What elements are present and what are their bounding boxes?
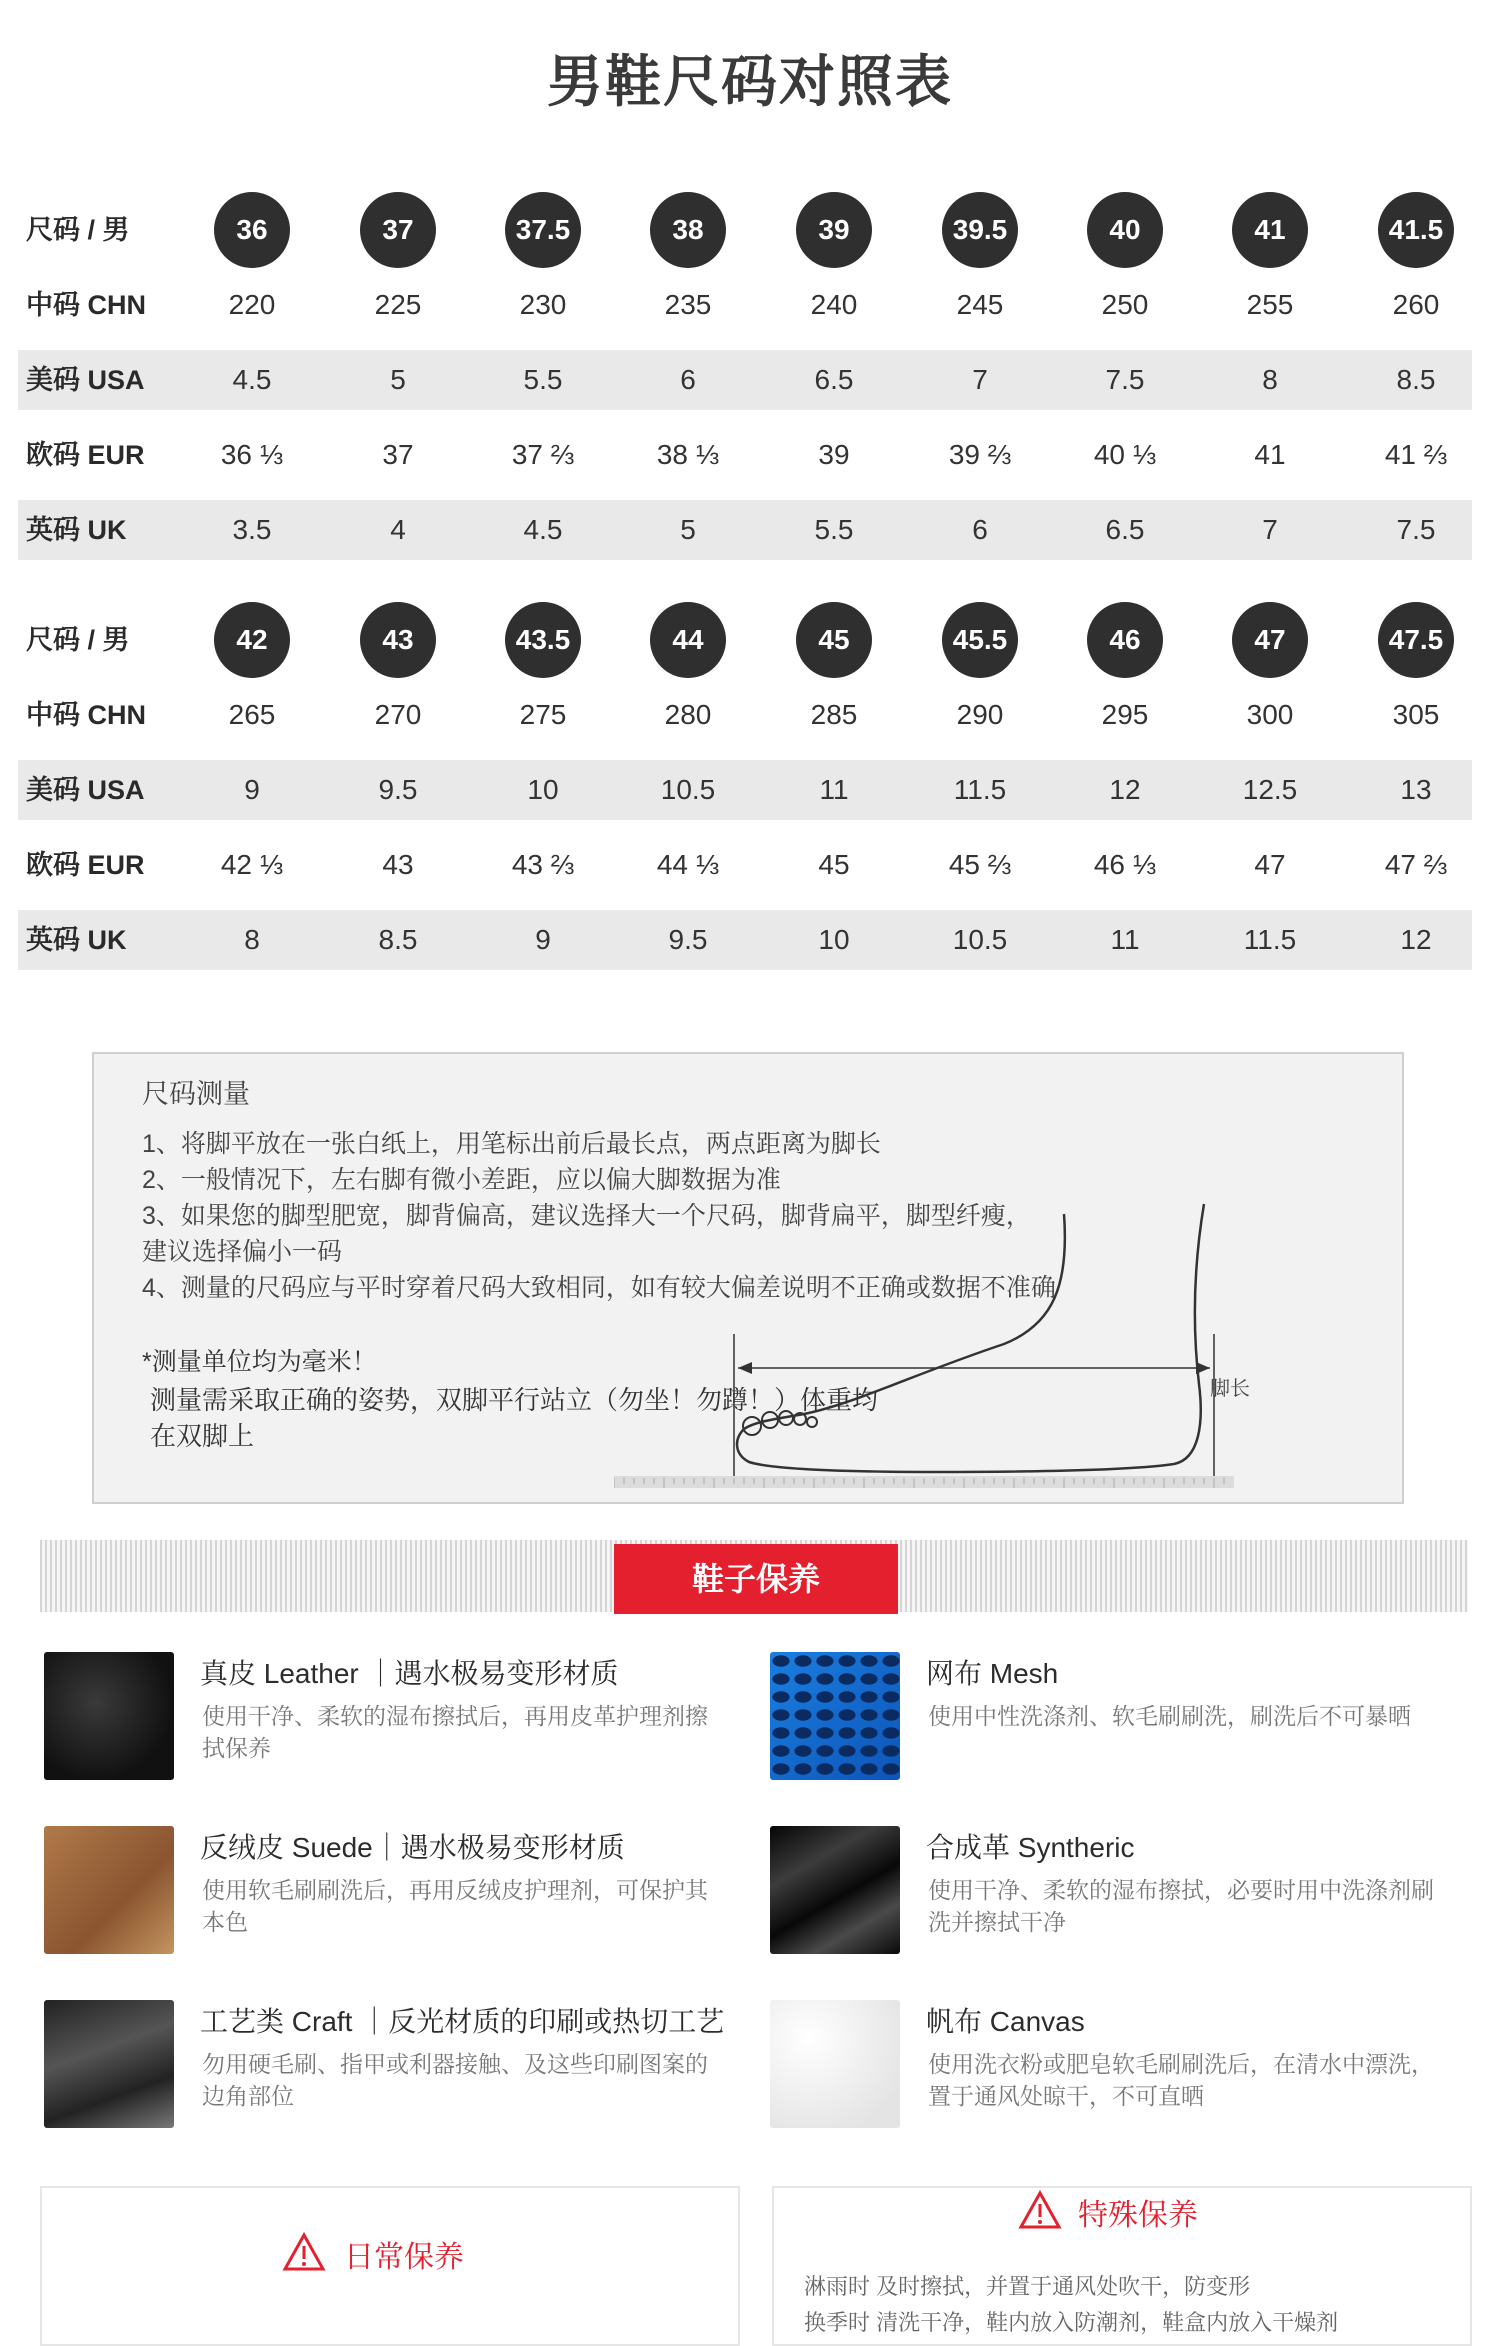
care-item-title: 网布 Mesh (926, 1658, 1059, 1689)
size-cell: 39 (818, 439, 850, 470)
size-row-label: 中码 CHN (26, 290, 146, 320)
measurement-step: 2、一般情况下，左右脚有微小差距，应以偏大脚数据为准 (142, 1166, 781, 1194)
size-cell: 4 (390, 514, 406, 545)
warning-icon (282, 2232, 326, 2272)
size-cell: 5.5 (523, 364, 563, 395)
craft-swatch-image (44, 2000, 174, 2128)
size-cell: 5 (390, 364, 406, 395)
synthetic-swatch-image (770, 1826, 900, 1954)
size-row (18, 835, 1472, 895)
size-row-label: 美码 USA (26, 365, 145, 395)
foot-length-label: 脚长 (1210, 1378, 1250, 1400)
care-item (770, 2000, 1470, 2140)
care-item-title: 反绒皮 Suede｜遇水极易变形材质 (200, 1832, 625, 1863)
size-cell: 270 (374, 699, 422, 730)
size-cell: 8.5 (378, 924, 418, 955)
care-item-title: 工艺类 Craft ｜反光材质的印刷或热切工艺 (200, 2006, 725, 2037)
size-cell: 41 ⅔ (1384, 439, 1448, 470)
size-cell: 44 ⅓ (656, 849, 720, 880)
size-cell: 9 (244, 774, 260, 805)
care-item (770, 1826, 1470, 1966)
size-cell: 41 (1254, 439, 1286, 470)
care-item-title: 帆布 Canvas (926, 2006, 1085, 2037)
size-cell: 5.5 (814, 514, 854, 545)
size-badge: 46 (1087, 602, 1163, 678)
size-cell: 37 (382, 439, 414, 470)
special-care-rain: 淋雨时 及时擦拭，并置于通风处吹干，防变形 (804, 2274, 1251, 2299)
size-badge: 40 (1087, 192, 1163, 268)
care-banner: 鞋子保养 (614, 1544, 898, 1614)
size-cell: 295 (1101, 699, 1149, 730)
care-item-desc: 使用干净、柔软的湿布擦拭后，再用皮革护理剂擦拭保养 (202, 1703, 708, 1761)
care-item (44, 1652, 744, 1792)
size-cell: 9.5 (378, 774, 418, 805)
size-cell: 37 ⅔ (511, 439, 575, 470)
size-cell: 45 (818, 849, 850, 880)
size-cell: 8 (1262, 364, 1278, 395)
measurement-posture-note-2: 在双脚上 (150, 1421, 255, 1451)
size-badge: 41 (1232, 192, 1308, 268)
size-badge: 43.5 (505, 602, 581, 678)
size-row-label: 中码 CHN (26, 700, 146, 730)
size-row (18, 760, 1472, 820)
size-cell: 6 (972, 514, 988, 545)
size-cell: 13 (1400, 774, 1432, 805)
size-row (18, 200, 1472, 260)
size-cell: 225 (374, 289, 422, 320)
measurement-step: 3、如果您的脚型肥宽，脚背偏高，建议选择大一个尺码，脚背扁平，脚型纤瘦， (142, 1202, 1031, 1230)
care-item-desc: 使用洗衣粉或肥皂软毛刷刷洗后，在清水中漂洗，置于通风处晾干，不可直晒 (928, 2051, 1434, 2109)
size-badge: 44 (650, 602, 726, 678)
size-cell: 8 (244, 924, 260, 955)
size-cell: 7.5 (1396, 514, 1436, 545)
size-cell: 5 (680, 514, 696, 545)
size-cell: 12 (1109, 774, 1141, 805)
size-cell: 10 (527, 774, 559, 805)
size-badge: 38 (650, 192, 726, 268)
care-item (44, 2000, 744, 2140)
size-cell: 45 ⅔ (948, 849, 1012, 880)
measurement-posture-note: 测量需采取正确的姿势，双脚平行站立（勿坐！勿蹲！）体重均 (150, 1385, 879, 1415)
size-badge: 39.5 (942, 192, 1018, 268)
size-cell: 300 (1246, 699, 1294, 730)
size-cell: 43 ⅔ (511, 849, 575, 880)
size-cell: 39 ⅔ (948, 439, 1012, 470)
size-cell: 3.5 (232, 514, 272, 545)
size-cell: 40 ⅓ (1093, 439, 1157, 470)
size-cell: 6.5 (1105, 514, 1145, 545)
size-badge: 47 (1232, 602, 1308, 678)
size-cell: 6 (680, 364, 696, 395)
size-row (18, 610, 1472, 670)
size-row (18, 425, 1472, 485)
size-row-label: 尺码 / 男 (26, 215, 130, 245)
size-cell: 250 (1101, 289, 1149, 320)
care-item-title: 真皮 Leather ｜遇水极易变形材质 (200, 1658, 619, 1689)
size-cell: 285 (810, 699, 858, 730)
size-row-label: 英码 UK (26, 515, 127, 545)
care-item (770, 1652, 1470, 1792)
size-cell: 11 (1110, 924, 1140, 955)
size-badge: 36 (214, 192, 290, 268)
measurement-box (92, 1052, 1404, 1504)
size-cell: 11.5 (953, 774, 1007, 805)
size-row (18, 350, 1472, 410)
size-cell: 7 (1262, 514, 1278, 545)
warning-icon (1018, 2190, 1062, 2230)
size-row (18, 275, 1472, 335)
size-cell: 12 (1400, 924, 1432, 955)
size-badge: 45.5 (942, 602, 1018, 678)
page-title: 男鞋尺码对照表 (547, 50, 953, 113)
size-row-label: 美码 USA (26, 775, 145, 805)
size-row-label: 欧码 EUR (26, 850, 145, 880)
size-cell: 47 (1254, 849, 1286, 880)
size-row-label: 欧码 EUR (26, 440, 145, 470)
size-badge: 42 (214, 602, 290, 678)
size-cell: 10.5 (952, 924, 1008, 955)
size-cell: 260 (1392, 289, 1440, 320)
size-badge: 47.5 (1378, 602, 1454, 678)
size-cell: 255 (1246, 289, 1294, 320)
size-cell: 235 (664, 289, 712, 320)
size-cell: 280 (664, 699, 712, 730)
daily-care-card (40, 2186, 740, 2346)
care-item-title: 合成革 Syntheric (926, 1832, 1135, 1863)
foot-diagram (614, 1194, 1394, 1494)
special-care-card (772, 2186, 1472, 2346)
size-cell: 42 ⅓ (220, 849, 284, 880)
size-badge: 39 (796, 192, 872, 268)
measurement-step: 1、将脚平放在一张白纸上，用笔标出前后最长点，两点距离为脚长 (142, 1130, 881, 1158)
care-item-desc: 使用软毛刷刷洗后，再用反绒皮护理剂，可保护其本色 (202, 1877, 708, 1935)
size-cell: 7 (972, 364, 988, 395)
size-cell: 290 (956, 699, 1004, 730)
size-badge: 41.5 (1378, 192, 1454, 268)
special-care-season: 换季时 清洗干净，鞋内放入防潮剂，鞋盒内放入干燥剂 (804, 2310, 1339, 2335)
size-cell: 43 (382, 849, 414, 880)
size-row (18, 910, 1472, 970)
size-cell: 4.5 (523, 514, 563, 545)
size-badge: 37.5 (505, 192, 581, 268)
size-badge: 45 (796, 602, 872, 678)
care-item (44, 1826, 744, 1966)
size-cell: 265 (228, 699, 276, 730)
care-item-desc: 使用中性洗涤剂、软毛刷刷洗，刷洗后不可暴晒 (928, 1703, 1411, 1729)
size-badge: 43 (360, 602, 436, 678)
care-item-desc: 勿用硬毛刷、指甲或利器接触、及这些印刷图案的边角部位 (202, 2051, 708, 2109)
canvas-swatch-image (770, 2000, 900, 2128)
size-row (18, 500, 1472, 560)
size-cell: 305 (1392, 699, 1440, 730)
size-cell: 46 ⅓ (1093, 849, 1157, 880)
special-care-title: 特殊保养 (1078, 2199, 1198, 2232)
size-row (18, 685, 1472, 745)
suede-swatch-image (44, 1826, 174, 1954)
size-cell: 240 (810, 289, 858, 320)
size-cell: 230 (519, 289, 567, 320)
measurement-title: 尺码测量 (142, 1079, 250, 1109)
size-row-label: 尺码 / 男 (26, 625, 130, 655)
size-cell: 11.5 (1243, 924, 1297, 955)
daily-care-title: 日常保养 (344, 2241, 464, 2274)
size-cell: 9.5 (668, 924, 708, 955)
size-cell: 245 (956, 289, 1004, 320)
measurement-step: 建议选择偏小一码 (142, 1238, 343, 1266)
size-cell: 6.5 (814, 364, 854, 395)
size-cell: 12.5 (1242, 774, 1298, 805)
size-cell: 8.5 (1396, 364, 1436, 395)
leather-swatch-image (44, 1652, 174, 1780)
size-cell: 10.5 (660, 774, 716, 805)
size-cell: 38 ⅓ (656, 439, 720, 470)
size-cell: 36 ⅓ (220, 439, 284, 470)
size-cell: 7.5 (1105, 364, 1145, 395)
measurement-unit-note: *测量单位均为毫米！ (142, 1348, 377, 1376)
size-cell: 220 (228, 289, 276, 320)
size-cell: 4.5 (232, 364, 272, 395)
size-cell: 9 (535, 924, 551, 955)
care-item-desc: 使用干净、柔软的湿布擦拭，必要时用中洗涤剂刷洗并擦拭干净 (928, 1877, 1434, 1935)
measurement-step: 4、测量的尺码应与平时穿着尺码大致相同，如有较大偏差说明不正确或数据不准确 (142, 1274, 1056, 1302)
size-cell: 10 (818, 924, 850, 955)
size-badge: 37 (360, 192, 436, 268)
size-cell: 11 (819, 774, 849, 805)
size-row-label: 英码 UK (26, 925, 127, 955)
mesh-swatch-image (770, 1652, 900, 1780)
size-cell: 275 (519, 699, 567, 730)
size-cell: 47 ⅔ (1384, 849, 1448, 880)
